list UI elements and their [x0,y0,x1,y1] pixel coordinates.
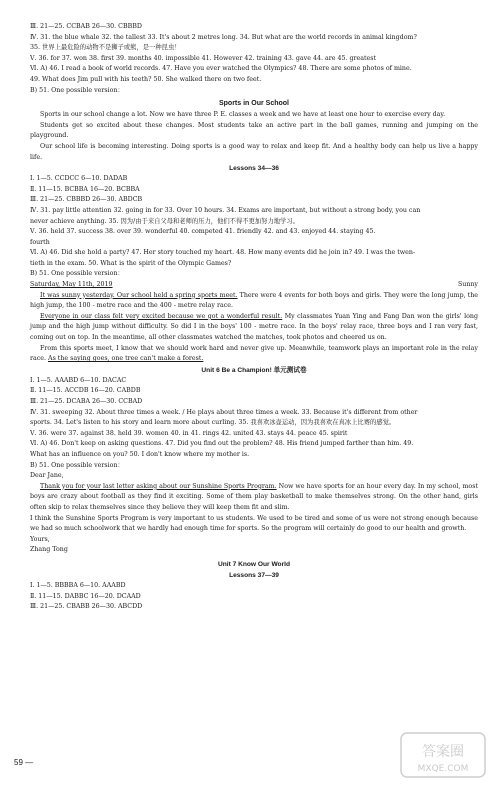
watermark-logo [400,732,486,778]
underlined-sentence: Everyone in our class felt very excited because we got a wonderful result. [40,312,283,320]
underlined-sentence: Thank you for your last letter asking about our Sunshine Sports Program. [40,482,277,490]
answer-line: Ⅴ. 36. held 37. success 38. over 39. wonderful 40. competed 41. friendly 42. and 43. enjoyed 44. staying 45. [30,228,376,236]
answer-line: B) 51. One possible version： [30,270,124,278]
answer-line: Ⅱ. 11—15. BCBBA 16—20. BCBBA [30,185,140,193]
letter-signature: Zhang Tong [30,546,68,554]
diary-weather: Sunny [457,281,478,289]
answer-line: Ⅴ. 36. for 37. won 38. first 39. months 40. impossible 41. However 42. training 43. gave 44. are 45. greatest [30,54,377,62]
answer-line: Ⅲ. 21—25. DCABA 26—30. CCBAD [30,398,143,405]
diary-text: There were 4 events for both boys and girls. They were the long jump, the high jump, the 100 - metre race and the 400 - metre relay race. [30,291,478,310]
answer-line: B) 51. One possible version： [30,86,124,94]
lessons-heading: Lessons 34—36 [229,165,279,173]
letter-greeting: Dear Jane, [30,472,64,480]
answer-line: B) 51. One possible version： [30,461,124,469]
essay-paragraph: Students get so excited about these changes. Most students take an active part in the ball games, running and jumping on the playground. [30,121,478,140]
underlined-sentence: It was sunny yesterday. Our school held a spring sports meet. [40,291,238,299]
letter-closing: Yours, [30,535,50,543]
answer-line: Ⅰ. 1—5. BBBBA 6—10. AAABD [30,581,126,589]
answer-line: tieth in the exam. 50. What is the spirit of the Olympic Games? [30,259,232,267]
answer-line: Ⅳ. 31. sweeping 32. About three times a week. / He plays about three times a week. 33. Because it's different from other [30,408,418,416]
essay-paragraph: Sports in our school change a lot. Now we have three P. E. classes a week and we have at least one hour to exercise every day. [40,111,446,119]
answer-line: Ⅵ. A) 46. I read a book of world records. 47. Have you ever watched the Olympics? 48. There are some photos of mine. [30,65,412,73]
diary-text: My classmates Yuan Ying and Fang Dan won the girls' long jump and the high jump without difficulty. So did I in the boys' 100 - metre race. In the boys' relay race, three boys and I ran very fast, coming out on top. In the meantime, all other classmates watched the matches, took photos and cheered us on. [30,312,478,342]
answer-line: 49. What does Jim pull with his teeth? 50. She walked there on two feet. [30,75,262,83]
answer-line: Ⅲ. 21—25. CCBAB 26—30. CBBBD [30,23,142,30]
answer-line: Ⅲ. 21—25. CBABB 26—30. ABCDD [30,603,143,611]
essay-paragraph: Our school life is becoming interesting. Doing sports is a good way to relax and keep fit. And a healthy body can help us live a happy life. [30,142,478,161]
diary-header [30,280,478,291]
answer-line: fourth [30,238,50,246]
page-number: 59 — [14,758,34,767]
diary-paragraph [30,291,478,312]
answer-line: Ⅳ. 31. the blue whale 32. the tallest 33. It's about 2 metres long. 34. But what are the world records in animal kingdom? [30,33,417,41]
answer-line: What has an influence on you? 50. I don't know where my mother is. [30,450,250,458]
answer-line: Ⅱ. 11—15. ACCDB 16—20. CABDB [30,387,141,395]
letter-paragraph: I think the Sunshine Sports Program is very important to us students. We used to be tired and some of us were not strong enough because we had so much schoolwork that we hardly had enough time for sports. So the program will certainly do good to our health and growth. [30,514,478,533]
answer-line: Ⅰ. 1—5. AAABD 6—10. DACAC [30,376,127,384]
answer-line: sports. 34. Let's listen to his story and learn more about curling. 35. 我喜欢冰壶运动，因为我喜欢在真冰上比赛的感觉。 [30,419,396,427]
lessons-heading: Lessons 37—39 [229,571,279,579]
svg-text:MXQE.COM: MXQE.COM [417,764,469,774]
unit7-heading: Unit 7 Know Our World [217,560,291,568]
answer-line: Ⅳ. 31. pay little attention 32. going in for 33. Over 10 hours. 34. Exams are important, but without a strong body, you can [30,206,421,214]
letter-text: Now we have sports for an hour every day. In my school, most boys are crazy about football as they find it exciting. Some of them play basketball to make themselves strong. On the other hand, girls often skip to relax themselves since they believe they will keep them fit and slim. [30,482,478,511]
underlined-sentence: As the saying goes, one tree can't make a forest. [48,355,204,363]
diary-paragraph [30,344,478,365]
answer-line: Ⅰ. 1—5. CCDCC 6—10. DADAB [30,175,128,183]
answer-line: Ⅱ. 11—15. DABBC 16—20. DCAAD [30,592,141,600]
answer-line: Ⅵ. A) 46. Did she hold a party? 47. Her story touched my heart. 48. How many events did he join in? 49. I was the twen- [30,249,416,257]
diary-paragraph [30,312,478,344]
unit6-heading: Unit 6 Be a Champion! 单元测试卷 [201,366,307,374]
answer-line: never achieve anything. 35. 因为/由于来自父母和老师的压力，他们不得不更加努力地学习。 [30,217,299,225]
diary-text: From this sports meet, I know that we should work hard and never give up. Meanwhile, teamwork plays an important role in the relay race. [30,344,478,363]
answer-line: Ⅴ. 36. were 37. against 38. held 39. women 40. in 41. rings 42. united 43. stays 44. peace 45. spirit [30,429,348,437]
answer-line: Ⅲ. 21—25. CBBBD 26—30. ABDCB [30,196,143,204]
answer-line: 35. 世界上最危险的动物不是狮子或熊，是一种昆虫！ [30,44,181,52]
answer-line: Ⅵ. A) 46. Don't keep on asking questions. 47. Did you find out the problem? 48. His friend jumped farther than him. 49. [30,440,414,448]
answer-page [30,22,478,613]
letter-paragraph [30,482,478,514]
top-answers [30,22,478,96]
essay-title: Sports in Our School [218,100,289,108]
svg-text:答案圈: 答案圈 [422,744,464,760]
diary-date: Saturday, May 11th, 2019 [30,281,113,289]
